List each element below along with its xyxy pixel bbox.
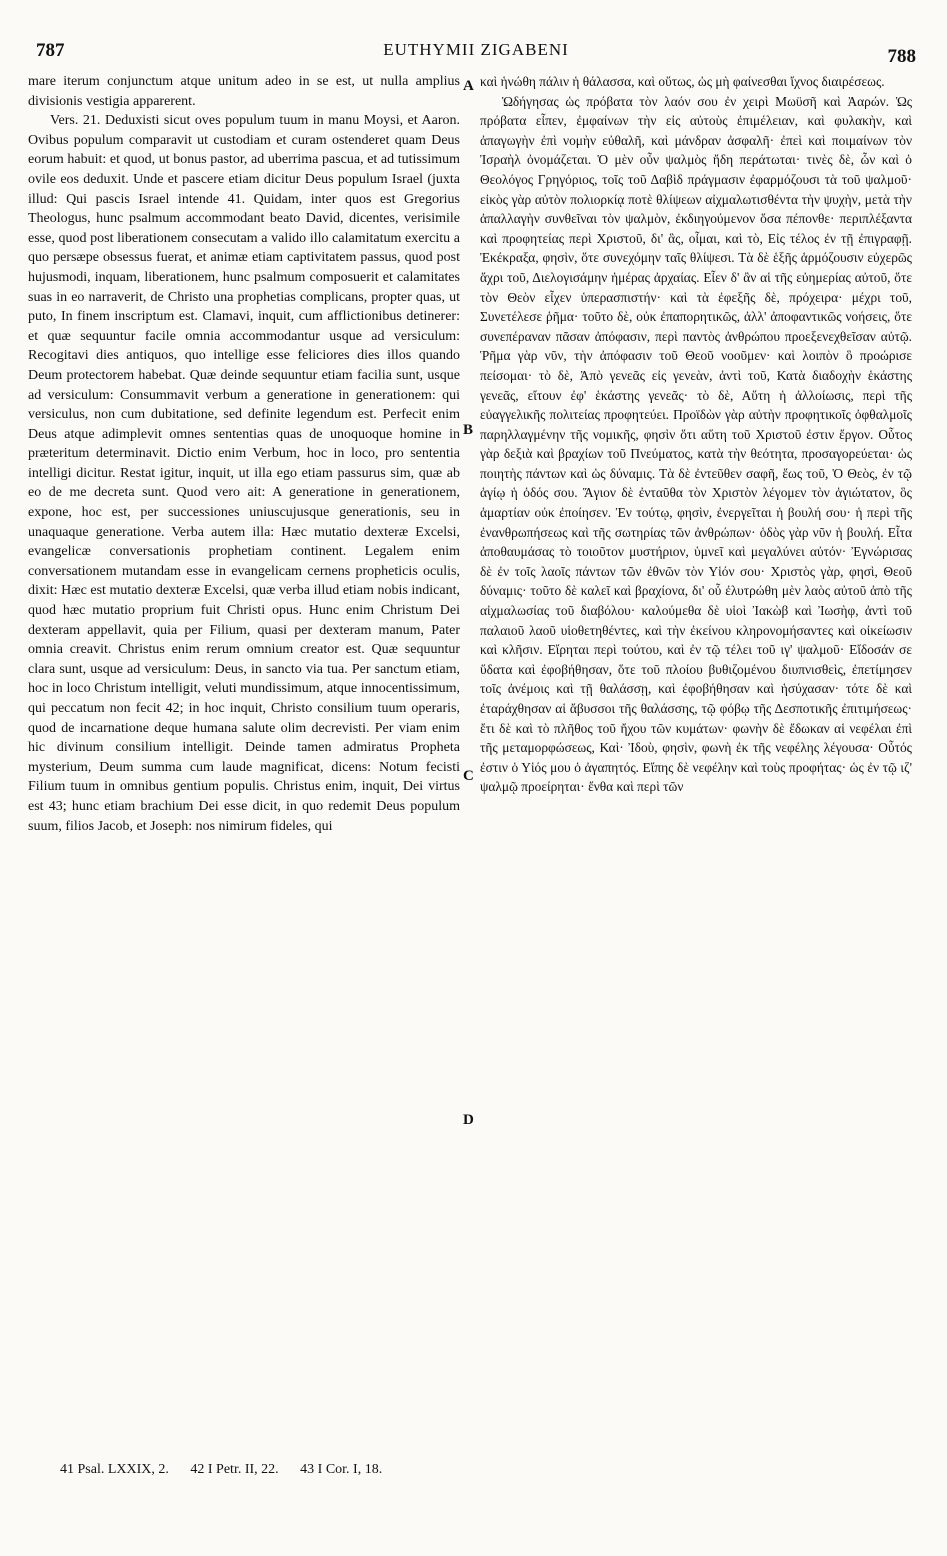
page-number-right: 788 [887,46,916,67]
footnote: 42 I Petr. II, 22. [190,1462,279,1477]
latin-paragraph: mare iterum conjunctum atque unitum adeo in se est, ut nulla amplius divisionis vestigia apparerent. [28,74,460,109]
latin-column [28,72,460,836]
section-marker-a: A [463,78,474,94]
footnote: 41 Psal. LXXIX, 2. [60,1462,169,1477]
section-marker-b: B [463,422,474,438]
footnotes [60,1462,860,1478]
section-marker-c: C [463,768,474,784]
footnote: 43 I Cor. I, 18. [300,1462,383,1477]
greek-paragraph: καὶ ἡνώθη πάλιν ἡ θάλασσα, καὶ οὕτως, ὡς μὴ φαίνεσθαι ἴχνος διαιρέσεως. [480,74,885,89]
latin-paragraph: Vers. 21. Deduxisti sicut oves populum tuum in manu Moysi, et Aaron. Ovibus populum comparavit ut custodiam et curam ostenderet quam Deus eorum habuit: et quod, ut bonus pastor, ad uberrima pascua, et ad tutissimum ovile eos deduxit. Unde et pascere etiam dicitur Deus populum Israel (juxta illud: Qui pascis Israel intende 41. Quidam, inter quos est Gregorius Theologus, hunc psalmum accommodant beato David, dicentes, verisimile esse, quod post liberationem consecutam a valido illo calamitatum exercitu a quo persæpe obsessus fuerat, et animæ etiam captivitatem passus, quod post hujusmodi, inquam, liberationem, hunc psalmum composuerit et calamitates suas in eo narraverit, de Christo una prophetias complicans, propter quas, ut puto, In finem inscriptum est. Clamavi, inquit, cum afflictionibus detinerer: et quæ sequuntur facile omnia accommodantur usque ad versiculum: Recogitavi dies antiquos, quo intellige esse feliciores dies illos quando Deum protectorem habebat. Quæ deinde sequuntur etiam facilia sunt, usque ad versiculum: Consummavit verbum a generatione in generationem: qui versiculus, non cum dubitatione, sed definite legendum est. Perfecit enim Deus atque adimplevit omnes sententias quas de unoquoque homine in præteritum determinavit. Dictio enim Verbum, hoc in loco, pro sententia intelligi dicitur. Restat igitur, inquit, ut illa ego etiam passurus sim, quæ ab eo de me decreta sunt. Quod vero ait: A generatione in generationem, expone, hoc est, per successiones uniuscujusque generationis, seu in unaquaque generatione. Verba autem illa: Hæc mutatio dexteræ Excelsi, evangelicæ conversationis prophetiam continent. Legalem enim conversationem mutandam esse in evangelicam cernens propheticis oculis, dixit: Hæc est mutatio dexteræ Excelsi, quæ verba illud etiam nobis indicant, quod hæc mutatio proprium fuit Christi opus. Hunc enim Christum Dei dexteram appellavit, quia per Filium, quasi per dexteram manum, Pater omnia creavit. Christus enim rerum omnium creator est. Quæ sequuntur clara sunt, usque ad versiculum: Deus, in sancto via tua. Per sanctum etiam, hoc in loco Christum intelligit, veluti mundissimum, atque innocentissimum, qui peccatum non fecit 42; in hoc inquit, Christo consilium tuum operaris, quod de incarnatione deque humana salute olim decrevisti. Per viam enim hic divinum consilium intelligit. Deinde tamen admiratus Propheta mysterium, Deum summa cum laude magnificat, dicens: Notum fecisti Filium tuum in omnibus gentium populis. Christus enim, inquit, Dei virtus est 43; hunc etiam brachium Dei esse dicit, in quo redemit Deus populum suum, filios Jacob, et Joseph: nos nimirum fideles, qui [28,113,460,834]
section-marker-d: D [463,1112,474,1128]
running-title: EUTHYMII ZIGABENI [383,40,569,59]
greek-paragraph: Ὡδήγησας ὡς πρόβατα τὸν λαόν σου ἐν χειρὶ Μωϋσῆ καὶ Ἀαρών. Ὡς πρόβατα εἶπεν, ἐμφαίνων τὴν εἰς αὐτοὺς ἐπιμέλειαν, καὶ φυλακὴν, καὶ ἀπαγωγὴν ἐπὶ νομὴν εὐθαλῆ, καὶ μάνδραν ἀσφαλῆ· ἐπεὶ καὶ ποιμαίνων τὸν Ἰσραὴλ ὀνομάζεται. Ὁ μὲν οὖν ψαλμὸς ἤδη περάτωται· τινὲς δὲ, ὧν καὶ ὁ Θεολόγος Γρηγόριος, τοῖς τοῦ Δαβὶδ πράγμασιν ἐφαρμόζουσι τὰ τοῦ ψαλμοῦ· εἰκὸς γὰρ αὐτὸν πολιορκίᾳ ποτὲ θλίψεων αἰχμαλωτισθέντα τὴν ψυχὴν, μετὰ τὴν ἀπαλλαγὴν συνθεῖναι τὸν ψαλμὸν, ἐκδιηγούμενον ὅσα πέπονθε· περιπλέξαντα καὶ προφητείας περὶ Χριστοῦ, δι' ἃς, οἶμαι, καὶ τὸ, Εἰς τέλος ἐν τῇ ἐπιγραφῇ. Ἐκέκραξα, φησὶν, ὅτε συνεχόμην ταῖς θλίψεσι. Τὰ δὲ ἑξῆς ἁρμόζουσιν εὐχερῶς ἄχρι τοῦ, Διελογισάμην ἡμέρας ἀρχαίας. Εἶεν δ' ἂν αἱ τῆς εὐημερίας αὐτοῦ, ὅτε τὸν Θεὸν εἶχεν ὑπερασπιστήν· καὶ τὰ ἐφεξῆς δὲ, πρόχειρα· μέχρι τοῦ, Συνετέλεσε ῥῆμα· τοῦτο δὲ, οὐκ ἐπαπορητικῶς, ἀλλ' ἀποφαντικῶς νοήσεις, ὅτε συνεπέραναν πᾶσαν ἀπόφασιν, περὶ παντὸς ἀνθρώπου προεξενεχθεῖσαν αὐτῷ. Ῥῆμα γὰρ νῦν, τὴν ἀπόφασιν τοῦ Θεοῦ νοοῦμεν· καὶ λοιπὸν ὃ προώρισε πείσομαι· τὸ δὲ, Ἀπὸ γενεᾶς εἰς γενεὰν, ἀντὶ τοῦ, Κατὰ διαδοχὴν ἑκάστης γενεᾶς, εἴτουν ἐφ' ἑκάστης γενεᾶς· τὸ δὲ, Αὕτη ἡ ἀλλοίωσις, περὶ τῆς εὐαγγελικῆς πολιτείας προφητεύει. Προϊδὼν γὰρ αὐτὴν προφητικοῖς ὀφθαλμοῖς παρηλλαγμένην τῆς νομικῆς, φησὶν ὅτι αὕτη τοῦ Χριστοῦ ἐστιν ἔργον. Οὗτος γὰρ δεξιὰ καὶ βραχίων τοῦ Πνεύματος, κατὰ τὴν θεότητα, προσαγορεύεται· ὡς ποιητὴς πάντων καὶ ὡς δύναμις. Τὰ δὲ ἐντεῦθεν σαφῆ, ἕως τοῦ, Ὁ Θεὸς, ἐν τῷ ἁγίῳ ἡ ὁδός σου. Ἅγιον δὲ ἐνταῦθα τὸν Χριστὸν λέγομεν τὸν ἁγιώτατον, ὃς ἁμαρτίαν οὐκ ἐποίησεν. Ἐν τούτῳ, φησὶν, ἐνεργεῖται ἡ βουλή σου· ἡ περὶ τῆς ἐνανθρωπήσεως καὶ τῆς σωτηρίας τῶν ἀνθρώπων· ὁδὸς γὰρ νῦν ἡ βουλή. Εἶτα ἀποθαυμάσας τὸ τοιοῦτον μυστήριον, ὑμνεῖ καὶ μεγαλύνει αὐτόν· Ἐγνώρισας δὲ ἐν τοῖς λαοῖς πάντων τῶν ἐθνῶν τὸν Υἱόν σου· Χριστὸς γὰρ, φησὶ, Θεοῦ δύναμις· τοῦτο δὲ καλεῖ καὶ βραχίονα, δι' οὗ ἐλυτρώθη μὲν λαὸς αὐτοῦ ἀπὸ τῆς αἰχμαλωσίας τοῦ διαβόλου· καλούμεθα δὲ υἱοὶ Ἰακὼβ καὶ Ἰωσὴφ, ἀντὶ τοῦ παλαιοῦ λαοῦ υἱοθετηθέντες, καὶ τὴν ἐκείνου κληρονομήσαντες καὶ οἰκείωσιν καὶ κλῆσιν. Εἴρηται περὶ τούτου, καὶ ἐν τῷ τέλει τοῦ ιγ' ψαλμοῦ· Εἴδοσάν σε ὕδατα καὶ ἐφοβήθησαν, ὅτε τοῦ πλοίου βυθιζομένου διυπνισθεὶς, ἐπετίμησεν τοῖς ἀνέμοις καὶ τῇ θαλάσσῃ, καὶ ἐφοβήθησαν καὶ ἡσύχασαν· τότε δὲ καὶ ἐταράχθησαν αἱ ἄβυσσοι τῆς θαλάσσης, τῷ φόβῳ τῆς Δεσποτικῆς ἐπιτιμήσεως· ἔτι δὲ καὶ τὸ πλῆθος τοῦ ἤχου τῶν κυμάτων· φωνὴν δὲ ἔδωκαν αἱ νεφέλαι ἐπὶ τῆς μεταμορφώσεως, Καὶ· Ἰδοὺ, φησὶν, φωνὴ ἐκ τῆς νεφέλης λέγουσα· Οὗτός ἐστιν ὁ Υἱός μου ὁ ἀγαπητός. Εἴπης δὲ νεφέλην καὶ τοὺς προφήτας· ὡς ἐν τῷ ιζ' ψαλμῷ προείρηται· ἔνθα καὶ περὶ τῶν [480,93,912,795]
page-number-left: 787 [36,40,65,61]
page-header [36,40,916,67]
greek-column [480,72,912,797]
